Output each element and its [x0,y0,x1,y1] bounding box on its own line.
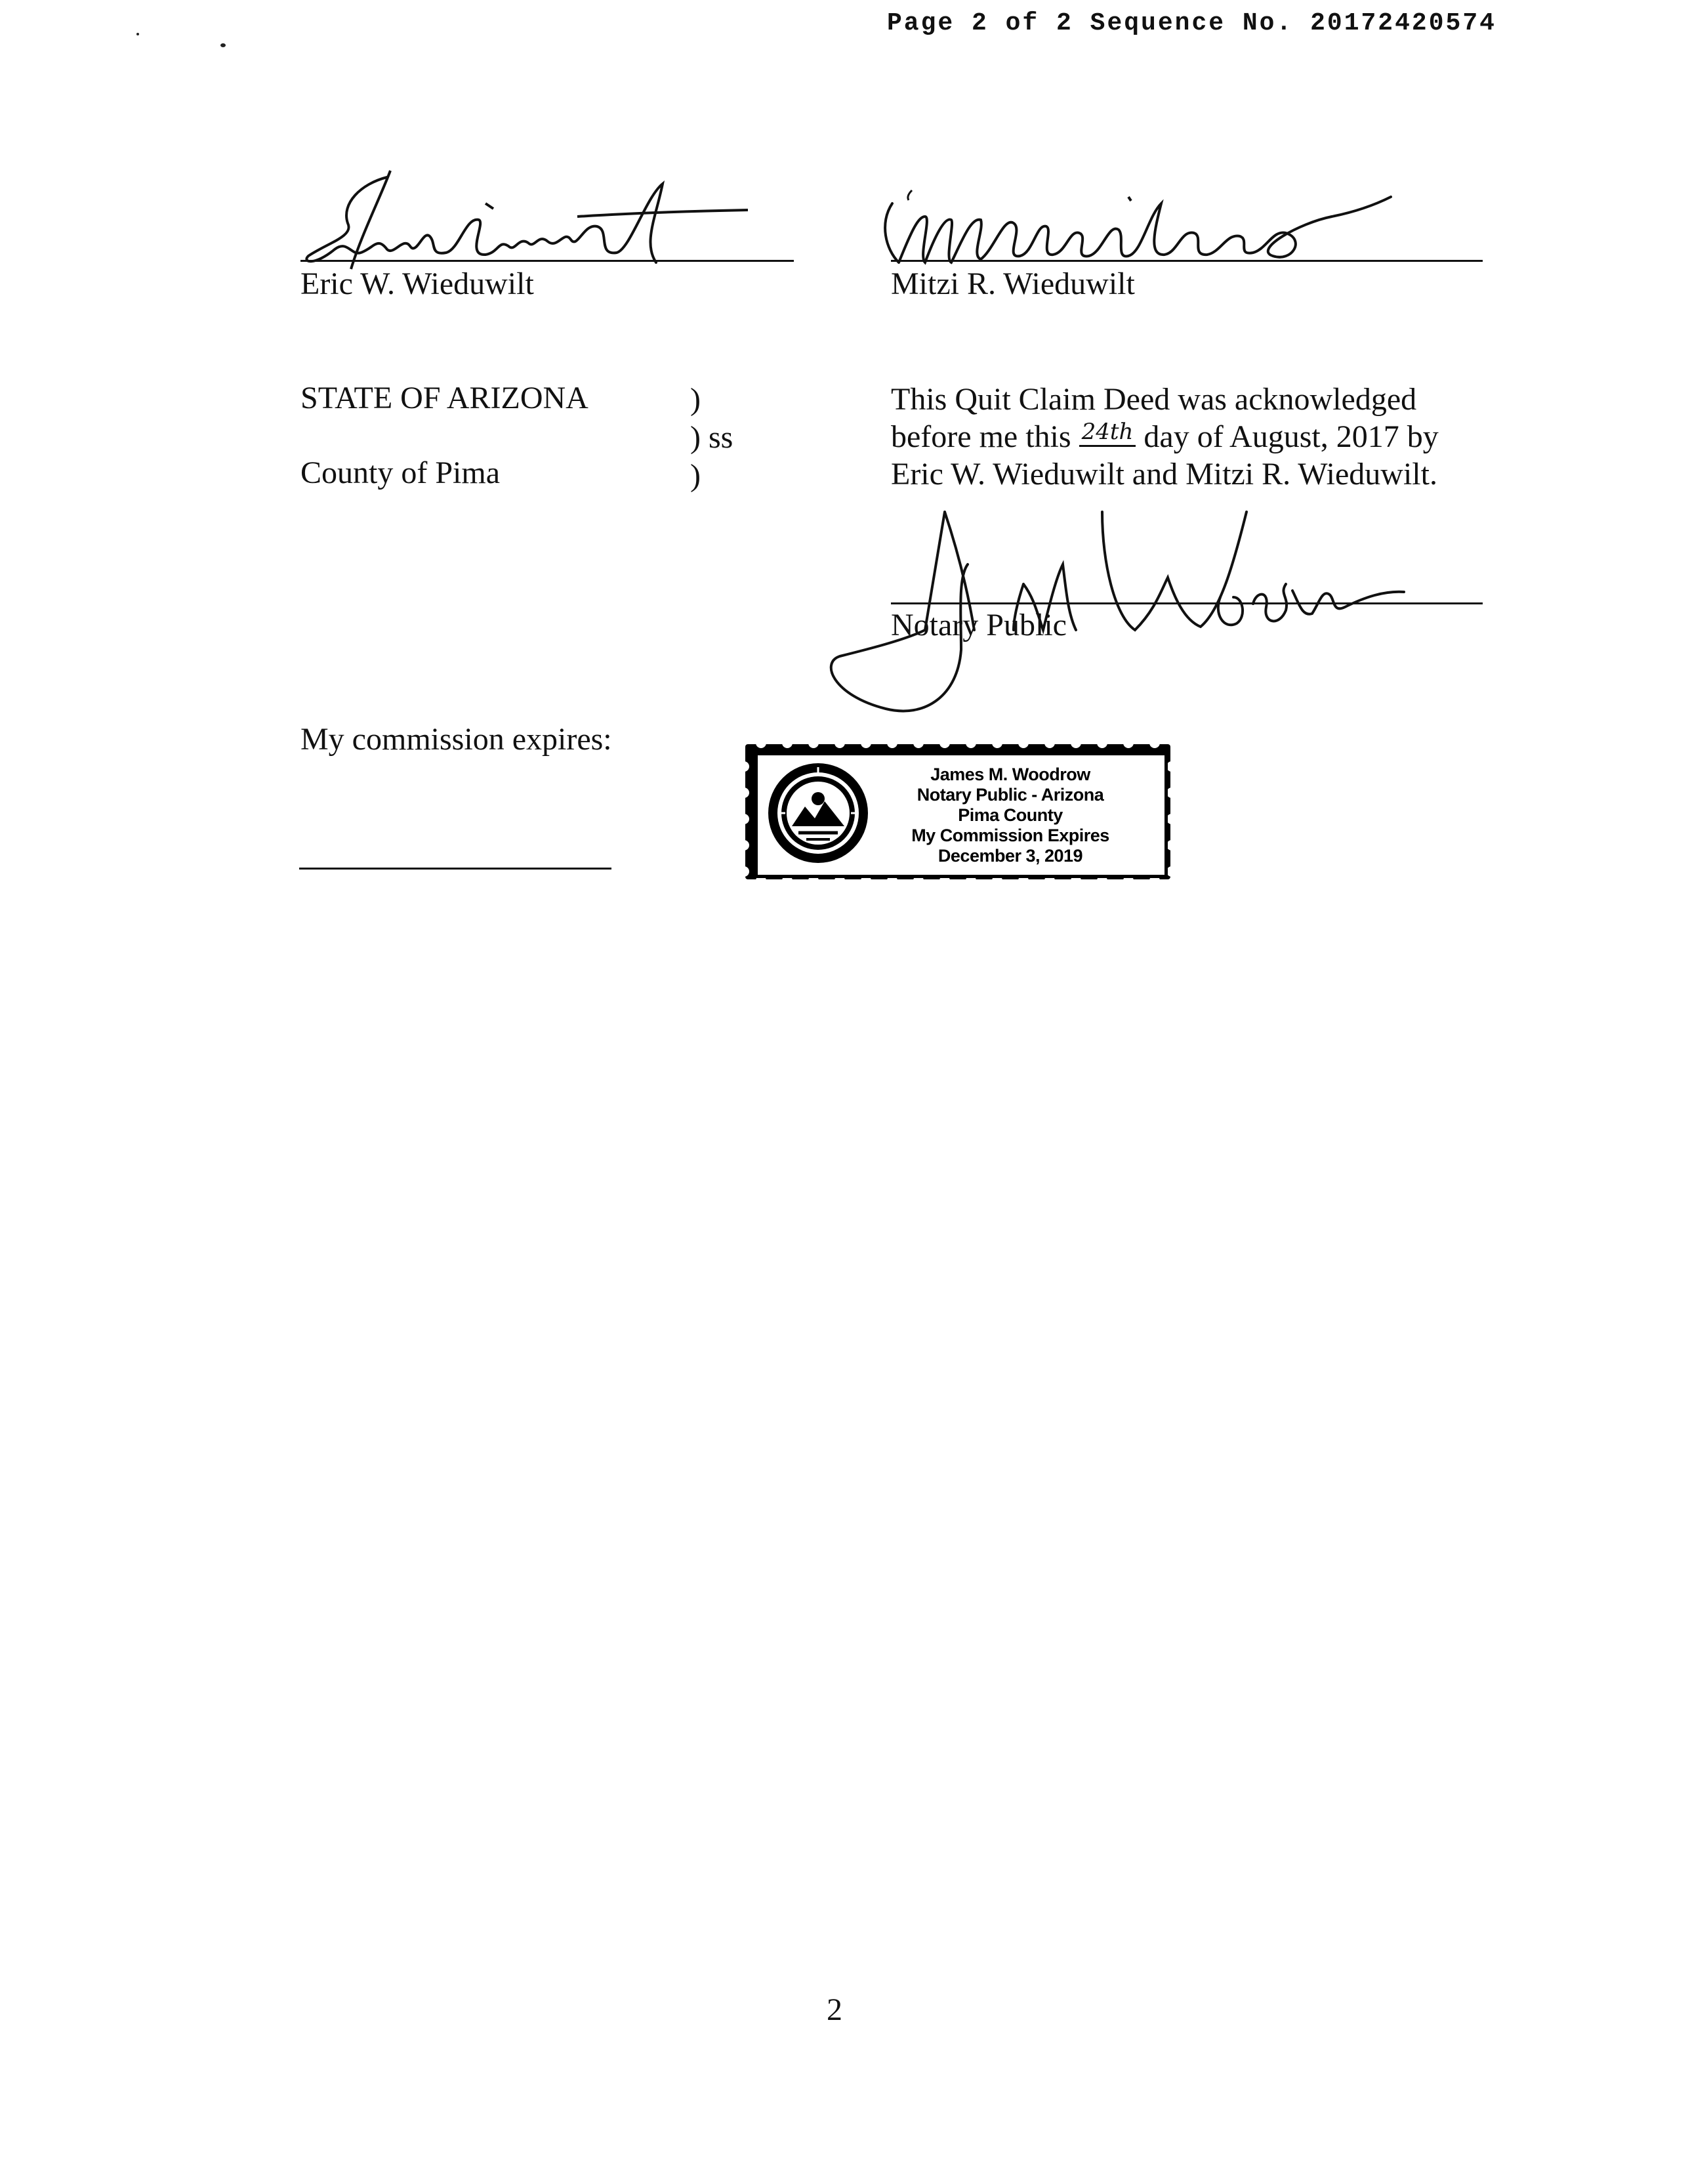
signature-eric [289,158,761,276]
stamp-county: Pima County [958,805,1063,825]
arizona-state-seal-icon [766,761,871,866]
acknowledgment-line-1: This Quit Claim Deed was acknowledged [891,382,1417,417]
recording-header: Page 2 of 2 Sequence No. 20172420574 [887,9,1496,37]
venue-state: STATE OF ARIZONA [300,381,588,415]
stamp-text-block [863,765,1158,866]
acknowledgment-text-before-day: before me this [891,419,1079,454]
signature-line-notary [891,602,1483,604]
commission-expires-blank-line [299,868,611,870]
signature-line-left [300,260,794,262]
stamp-notary-title: Notary Public - Arizona [917,785,1104,805]
signatory-name-left: Eric W. Wieduwilt [300,266,534,301]
venue-paren-ss: ) ss [690,420,733,455]
page-number: 2 [827,1992,842,2027]
signatory-name-right: Mitzi R. Wieduwilt [891,266,1135,301]
notary-stamp [741,740,1174,883]
scan-speck [136,33,139,35]
acknowledgment-text-after-day: day of August, 2017 by [1136,419,1439,454]
commission-expires-label: My commission expires: [300,722,612,757]
notary-label: Notary Public [891,608,1067,642]
stamp-commission-label: My Commission Expires [911,826,1109,845]
acknowledgment-line-3: Eric W. Wieduwilt and Mitzi R. Wieduwilt. [891,457,1437,492]
acknowledgment-day-handwritten: 24th [1079,419,1136,447]
acknowledgment-line-2 [891,418,1439,459]
venue-paren-bottom: ) [690,458,701,493]
stamp-panel [754,752,1168,878]
scan-speck [220,43,226,47]
signature-line-right [891,260,1483,262]
stamp-notary-name: James M. Woodrow [930,765,1090,784]
stamp-commission-date: December 3, 2019 [938,846,1083,866]
venue-county: County of Pima [300,455,501,490]
venue-paren-top: ) [690,382,701,417]
